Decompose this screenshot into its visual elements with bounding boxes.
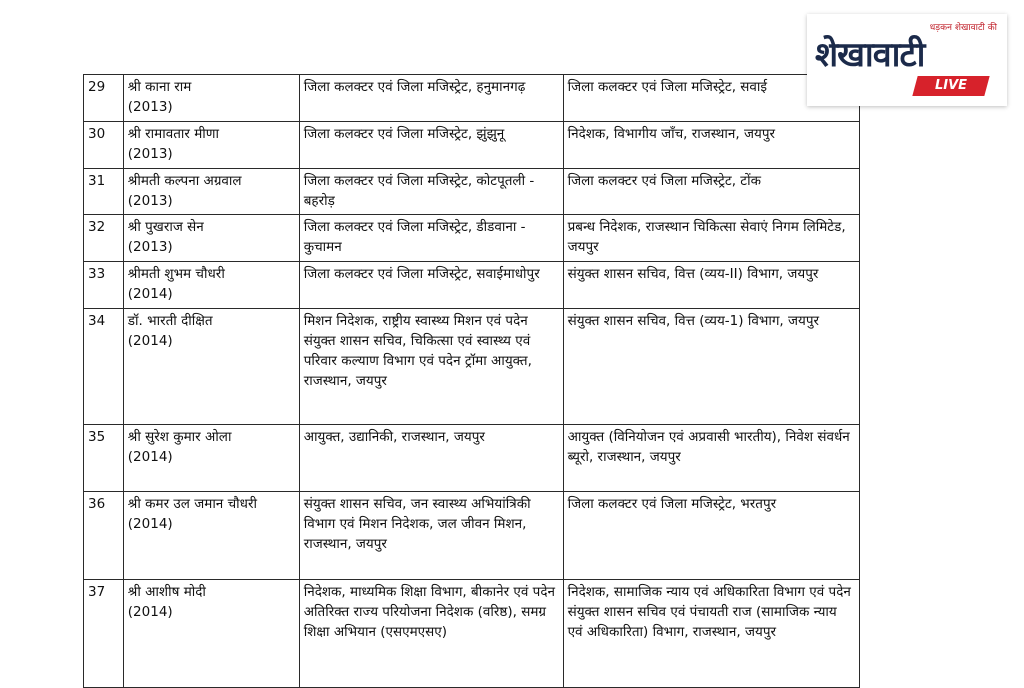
table-row bbox=[84, 262, 860, 309]
current-post: आयुक्त, उद्यानिकी, राजस्थान, जयपुर bbox=[299, 425, 563, 492]
table-row bbox=[84, 580, 860, 688]
live-badge bbox=[912, 76, 989, 96]
officer-cell bbox=[123, 580, 299, 688]
officer-name: श्री रामावतार मीणा bbox=[127, 126, 220, 142]
batch-year: (2014) bbox=[127, 449, 173, 465]
current-post: जिला कलक्टर एवं जिला मजिस्ट्रेट, झुंझुनू bbox=[299, 122, 563, 169]
row-number: 35 bbox=[84, 425, 124, 492]
current-post: जिला कलक्टर एवं जिला मजिस्ट्रेट, हनुमानगढ़ bbox=[299, 75, 563, 122]
officer-name: श्री काना राम bbox=[127, 79, 192, 95]
current-post: मिशन निदेशक, राष्ट्रीय स्वास्थ्य मिशन एवं पदेन संयुक्त शासन सचिव, चिकित्सा एवं स्वास्थ्य एवं परिवार कल्याण विभाग एवं पदेन ट्रॉमा आयुक्त, राजस्थान, जयपुर bbox=[299, 309, 563, 425]
current-post: संयुक्त शासन सचिव, जन स्वास्थ्य अभियांत्रिकी विभाग एवं मिशन निदेशक, जल जीवन मिशन, राजस्थान, जयपुर bbox=[299, 492, 563, 580]
officer-name: श्री सुरेश कुमार ओला bbox=[127, 429, 232, 445]
row-number: 31 bbox=[84, 169, 124, 215]
table-row bbox=[84, 309, 860, 425]
table-row bbox=[84, 492, 860, 580]
batch-year: (2014) bbox=[127, 604, 173, 620]
new-post: जिला कलक्टर एवं जिला मजिस्ट्रेट, भरतपुर bbox=[563, 492, 859, 580]
officer-name: श्री आशीष मोदी bbox=[127, 584, 206, 600]
logo-tagline: धड़कन शेखावाटी की bbox=[929, 23, 997, 33]
current-post: निदेशक, माध्यमिक शिक्षा विभाग, बीकानेर एवं पदेन अतिरिक्त राज्य परियोजना निदेशक (वरिष्ठ), समग्र शिक्षा अभियान (एसएमएसए) bbox=[299, 580, 563, 688]
table-row bbox=[84, 215, 860, 262]
row-number: 32 bbox=[84, 215, 124, 262]
officer-name: श्रीमती शुभम चौधरी bbox=[127, 266, 225, 282]
live-badge-label: LIVE bbox=[934, 78, 968, 93]
current-post: जिला कलक्टर एवं जिला मजिस्ट्रेट, कोटपूतली - बहरोड़ bbox=[299, 169, 563, 215]
officer-cell bbox=[123, 262, 299, 309]
current-post: जिला कलक्टर एवं जिला मजिस्ट्रेट, डीडवाना - कुचामन bbox=[299, 215, 563, 262]
officer-cell bbox=[123, 492, 299, 580]
shekhawati-live-logo bbox=[807, 14, 1007, 106]
row-number: 30 bbox=[84, 122, 124, 169]
row-number: 33 bbox=[84, 262, 124, 309]
officer-name: डॉ. भारती दीक्षित bbox=[127, 313, 213, 329]
new-post: जिला कलक्टर एवं जिला मजिस्ट्रेट, टोंक bbox=[563, 169, 859, 215]
table-row bbox=[84, 75, 860, 122]
table-row bbox=[84, 169, 860, 215]
logo-wordmark: शेखावाटी bbox=[815, 35, 925, 75]
new-post: आयुक्त (विनियोजन एवं अप्रवासी भारतीय), निवेश संवर्धन ब्यूरो, राजस्थान, जयपुर bbox=[563, 425, 859, 492]
new-post: जिला कलक्टर एवं जिला मजिस्ट्रेट, सवाई bbox=[563, 75, 859, 122]
officer-cell bbox=[123, 215, 299, 262]
batch-year: (2013) bbox=[127, 239, 173, 255]
batch-year: (2014) bbox=[127, 516, 173, 532]
new-post: संयुक्त शासन सचिव, वित्त (व्यय-II) विभाग, जयपुर bbox=[563, 262, 859, 309]
transfer-list-table bbox=[83, 74, 860, 688]
new-post: निदेशक, विभागीय जाँच, राजस्थान, जयपुर bbox=[563, 122, 859, 169]
officer-cell bbox=[123, 169, 299, 215]
table-row bbox=[84, 122, 860, 169]
new-post: संयुक्त शासन सचिव, वित्त (व्यय-1) विभाग, जयपुर bbox=[563, 309, 859, 425]
officer-name: श्री पुखराज सेन bbox=[127, 219, 204, 235]
officer-name: श्रीमती कल्पना अग्रवाल bbox=[127, 173, 242, 189]
row-number: 36 bbox=[84, 492, 124, 580]
batch-year: (2013) bbox=[127, 193, 173, 209]
batch-year: (2013) bbox=[127, 146, 173, 162]
row-number: 37 bbox=[84, 580, 124, 688]
officer-name: श्री कमर उल जमान चौधरी bbox=[127, 496, 257, 512]
new-post: प्रबन्ध निदेशक, राजस्थान चिकित्सा सेवाएं निगम लिमिटेड, जयपुर bbox=[563, 215, 859, 262]
officer-cell bbox=[123, 122, 299, 169]
officer-cell bbox=[123, 309, 299, 425]
batch-year: (2014) bbox=[127, 286, 173, 302]
row-number: 34 bbox=[84, 309, 124, 425]
new-post: निदेशक, सामाजिक न्याय एवं अधिकारिता विभाग एवं पदेन संयुक्त शासन सचिव एवं पंचायती राज (सामाजिक न्याय एवं अधिकारिता) विभाग, राजस्थान, जयपुर bbox=[563, 580, 859, 688]
officer-cell bbox=[123, 75, 299, 122]
table-row bbox=[84, 425, 860, 492]
batch-year: (2013) bbox=[127, 99, 173, 115]
current-post: जिला कलक्टर एवं जिला मजिस्ट्रेट, सवाईमाधोपुर bbox=[299, 262, 563, 309]
row-number: 29 bbox=[84, 75, 124, 122]
batch-year: (2014) bbox=[127, 333, 173, 349]
officer-cell bbox=[123, 425, 299, 492]
